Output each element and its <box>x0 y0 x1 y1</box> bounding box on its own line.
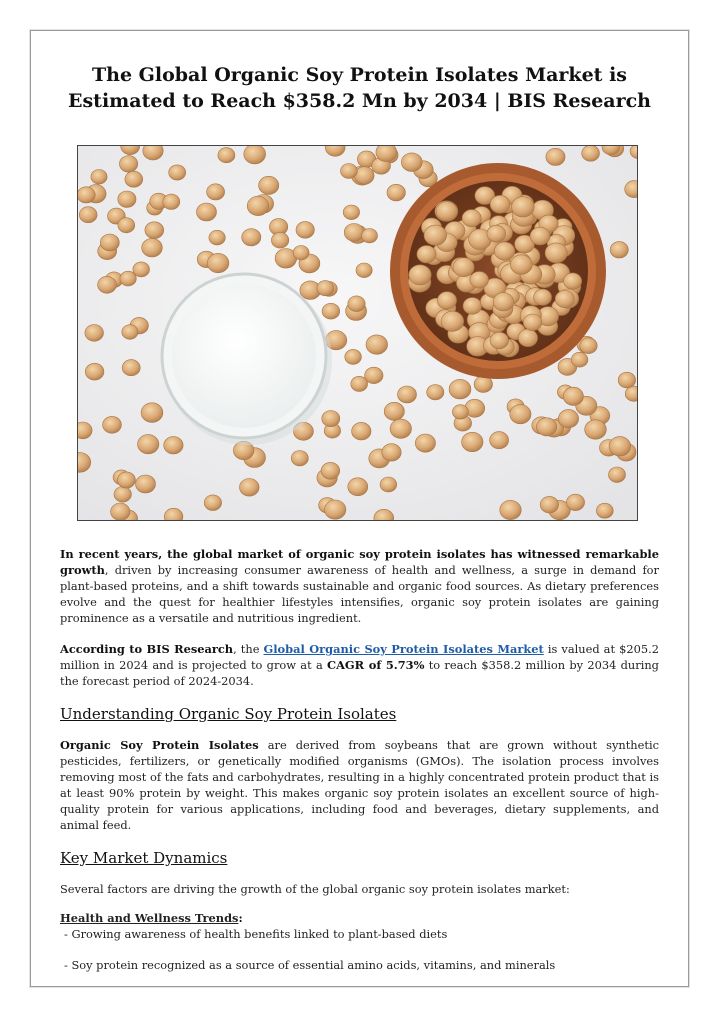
soybean <box>376 146 397 162</box>
soybean <box>401 153 422 172</box>
soybean <box>618 372 635 388</box>
soybean <box>462 210 481 227</box>
dynamics-intro: Several factors are driving the growth of the global organic soy protein isolates market: <box>60 882 570 896</box>
soybean <box>580 338 597 354</box>
soybean <box>351 376 368 391</box>
soybean <box>555 291 574 308</box>
soybean <box>537 418 557 436</box>
soybean <box>609 467 626 482</box>
soybean <box>169 165 186 180</box>
soybean <box>145 222 164 239</box>
soybean <box>564 273 582 289</box>
soybean <box>293 246 309 260</box>
soybean <box>325 500 346 519</box>
soybean <box>610 242 628 258</box>
understanding-text: are derived from soybeans that are grown without synthetic pesticides, fertilizers, or genetically modified organisms (GMOs). The isolation process involves removing most of the fats and carbohydrates, resulting in a highly concentrated protein product that is at least 90% protein by weight. This makes organic soy protein isolates an excellent source of high-quality protein for various applications, including food and beverages, dietary supplements, and animal feed. <box>60 738 659 832</box>
soybean <box>142 238 163 257</box>
intro-text: , driven by increasing consumer awareness of health and wellness, a surge in demand for plant-based proteins, and a shift towards sustainable and organic food sources. As dietary preferences evolve and the quest for healthier lifestyles intensifies, organic soy protein isolates are gaining prominence as a versatile and nutritious ingredient. <box>60 563 659 625</box>
soybean <box>118 191 136 207</box>
page-title: The Global Organic Soy Protein Isolates Market is Estimated to Reach $358.2 Mn by 2034 | BIS Research <box>67 64 651 112</box>
health-trends-label: Health and Wellness Trends <box>60 911 239 925</box>
article-body <box>60 546 659 988</box>
soybean <box>494 242 514 260</box>
soybean <box>523 314 542 331</box>
market-text-1: , the <box>233 642 264 656</box>
soybean <box>317 281 334 296</box>
soybean <box>204 495 221 511</box>
soybean <box>125 171 143 187</box>
soybean <box>518 329 537 347</box>
list-item: - Soy protein recognized as a source of essential amino acids, vitamins, and minerals <box>64 958 556 972</box>
soybean <box>244 146 266 164</box>
market-text-3: to reach $358.2 million by 2034 during the forecast period of 2024-2034. <box>60 658 659 688</box>
soybean <box>387 184 405 201</box>
milk-surface <box>172 284 316 428</box>
soybean <box>510 255 532 275</box>
soybean <box>463 298 482 315</box>
soybean <box>540 496 558 513</box>
soybean <box>441 311 464 331</box>
soybean <box>352 422 371 440</box>
health-trends-colon: : <box>238 911 243 925</box>
soybean <box>487 225 506 242</box>
soybean <box>490 332 509 349</box>
soybean <box>582 146 600 161</box>
soybean <box>322 411 340 427</box>
soybean <box>356 263 372 278</box>
soybean <box>512 197 535 217</box>
soybean <box>197 203 217 221</box>
soybean <box>366 335 388 354</box>
soybean <box>462 432 483 451</box>
health-trends-heading <box>60 910 659 926</box>
soybean <box>271 232 288 248</box>
soybean <box>322 303 340 319</box>
soybean <box>240 479 260 497</box>
soybean <box>85 363 104 380</box>
soybean <box>453 258 474 277</box>
soybean <box>415 434 435 452</box>
soybean <box>344 224 364 242</box>
soybean <box>207 253 229 272</box>
soybean <box>164 437 183 454</box>
soybean <box>209 230 225 245</box>
soybean <box>119 156 137 173</box>
soybean <box>348 478 368 496</box>
soybean <box>510 405 531 424</box>
intro-lead: In recent years, the global market of organic soy protein isolates has witnessed remarkable growth <box>60 547 659 577</box>
list-item: - Growing awareness of health benefits linked to plant-based diets <box>64 927 448 941</box>
soybean <box>424 225 447 245</box>
soybean <box>449 379 471 399</box>
market-paragraph <box>60 641 659 689</box>
cagr-value: CAGR of 5.73% <box>327 658 425 672</box>
soybean <box>247 196 269 215</box>
soybean <box>321 462 340 479</box>
soybean <box>78 187 95 203</box>
soybean <box>563 387 583 405</box>
soybean <box>122 325 138 340</box>
soybean <box>259 176 279 194</box>
soybean <box>117 472 135 488</box>
soybean <box>163 194 180 209</box>
soybean <box>534 289 552 305</box>
soybean <box>218 148 235 163</box>
soybean <box>343 205 359 220</box>
soybean <box>596 503 613 518</box>
soybean <box>545 243 567 263</box>
soybean <box>530 227 550 245</box>
soybean <box>122 360 140 376</box>
market-lead: According to BIS Research <box>60 642 234 656</box>
soybean <box>490 432 509 449</box>
soybean <box>91 170 107 185</box>
section-heading-dynamics: Key Market Dynamics <box>60 849 228 867</box>
soybean <box>571 352 588 367</box>
market-text-2: is valued at $205.2 million in 2024 and is projected to grow at a <box>60 642 659 672</box>
soybean <box>242 229 261 246</box>
soybean <box>111 503 130 520</box>
soybean <box>390 419 411 438</box>
soybean <box>345 349 362 364</box>
soybean <box>585 420 607 439</box>
soybean <box>436 202 457 221</box>
soybean <box>362 229 378 243</box>
soybean <box>493 293 514 311</box>
soybean <box>114 487 131 503</box>
soybean <box>100 234 119 251</box>
soybean <box>437 292 456 309</box>
understanding-paragraph <box>60 737 659 833</box>
soybean <box>490 195 510 213</box>
soybean <box>136 475 156 493</box>
soybean <box>296 222 314 239</box>
soybean <box>409 265 431 285</box>
soybean <box>382 444 401 461</box>
intro-paragraph <box>60 546 659 626</box>
section-heading-understanding: Understanding Organic Soy Protein Isolates <box>60 705 397 723</box>
soybean <box>398 386 417 403</box>
understanding-lead: Organic Soy Protein Isolates <box>60 738 259 752</box>
soybean <box>141 403 163 423</box>
soybean <box>133 262 150 277</box>
soybean <box>417 246 436 263</box>
soybean <box>380 477 397 492</box>
soybean <box>85 325 104 342</box>
soybean <box>558 410 578 428</box>
soybean <box>566 494 584 510</box>
soybean <box>609 437 631 456</box>
soybean <box>427 385 444 400</box>
soybean <box>355 167 375 185</box>
soybean <box>79 207 97 223</box>
soybean <box>291 451 308 466</box>
soybean <box>98 276 117 293</box>
soybean <box>384 402 404 420</box>
soybean <box>348 296 365 312</box>
soybean <box>341 164 358 179</box>
soybean <box>452 405 468 419</box>
market-report-link[interactable]: Global Organic Soy Protein Isolates Market <box>263 642 544 656</box>
soybean <box>138 435 159 454</box>
soybean <box>207 184 225 200</box>
soybean <box>118 218 135 233</box>
soybean <box>103 416 122 433</box>
soybean <box>546 148 565 165</box>
soybean <box>500 500 521 519</box>
hero-image-soybeans-and-milk <box>77 145 638 521</box>
soybean <box>470 272 489 289</box>
